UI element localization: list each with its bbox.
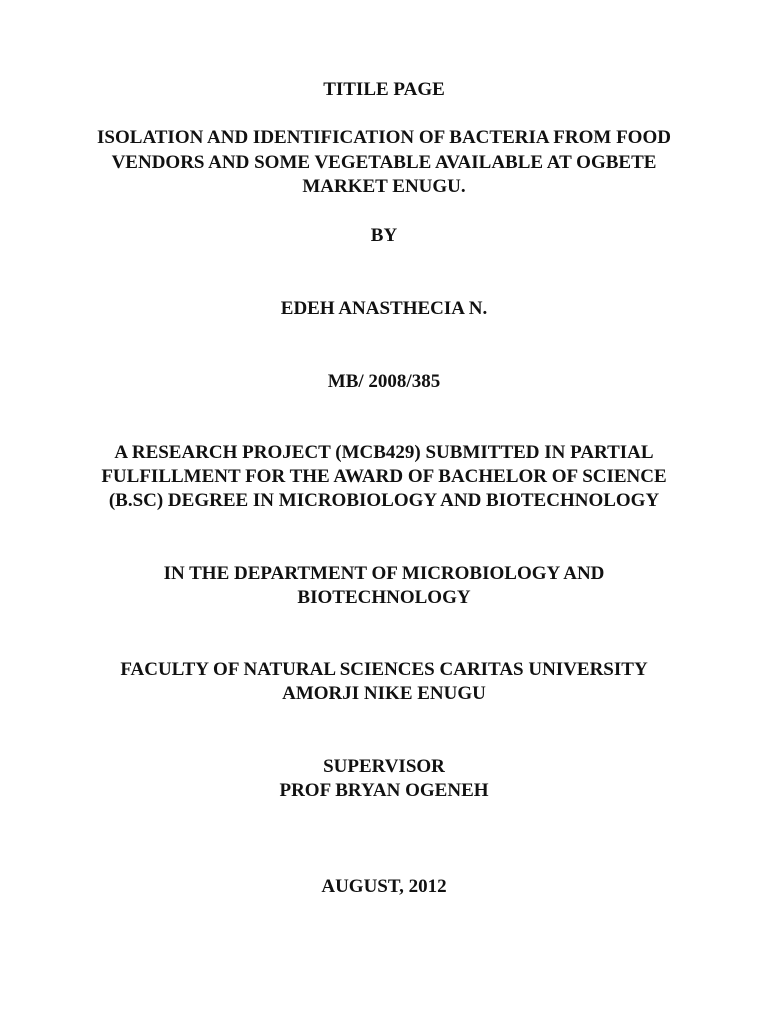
purpose-line-1: A RESEARCH PROJECT (MCB429) SUBMITTED IN PARTIAL <box>114 442 654 463</box>
by-label: BY <box>370 225 398 246</box>
supervisor-label: SUPERVISOR <box>323 756 445 777</box>
purpose-line-3: (B.SC) DEGREE IN MICROBIOLOGY AND BIOTECHNOLOGY <box>108 490 660 511</box>
page-heading: TITILE PAGE <box>323 79 445 100</box>
department-line-1: IN THE DEPARTMENT OF MICROBIOLOGY AND <box>163 563 605 584</box>
author-name: EDEH ANASTHECIA N. <box>280 298 488 319</box>
purpose-line-2: FULFILLMENT FOR THE AWARD OF BACHELOR OF SCIENCE <box>101 466 667 487</box>
faculty-line-2: AMORJI NIKE ENUGU <box>282 683 486 704</box>
supervisor-name: PROF BRYAN OGENEH <box>279 780 489 801</box>
title-line-3: MARKET ENUGU. <box>302 176 466 197</box>
title-line-1: ISOLATION AND IDENTIFICATION OF BACTERIA FROM FOOD <box>97 127 671 148</box>
faculty-line-1: FACULTY OF NATURAL SCIENCES CARITAS UNIVERSITY <box>120 659 648 680</box>
submission-date: AUGUST, 2012 <box>321 876 447 897</box>
registration-number: MB/ 2008/385 <box>327 371 441 392</box>
department-line-2: BIOTECHNOLOGY <box>297 587 471 608</box>
title-line-2: VENDORS AND SOME VEGETABLE AVAILABLE AT OGBETE <box>111 152 657 173</box>
